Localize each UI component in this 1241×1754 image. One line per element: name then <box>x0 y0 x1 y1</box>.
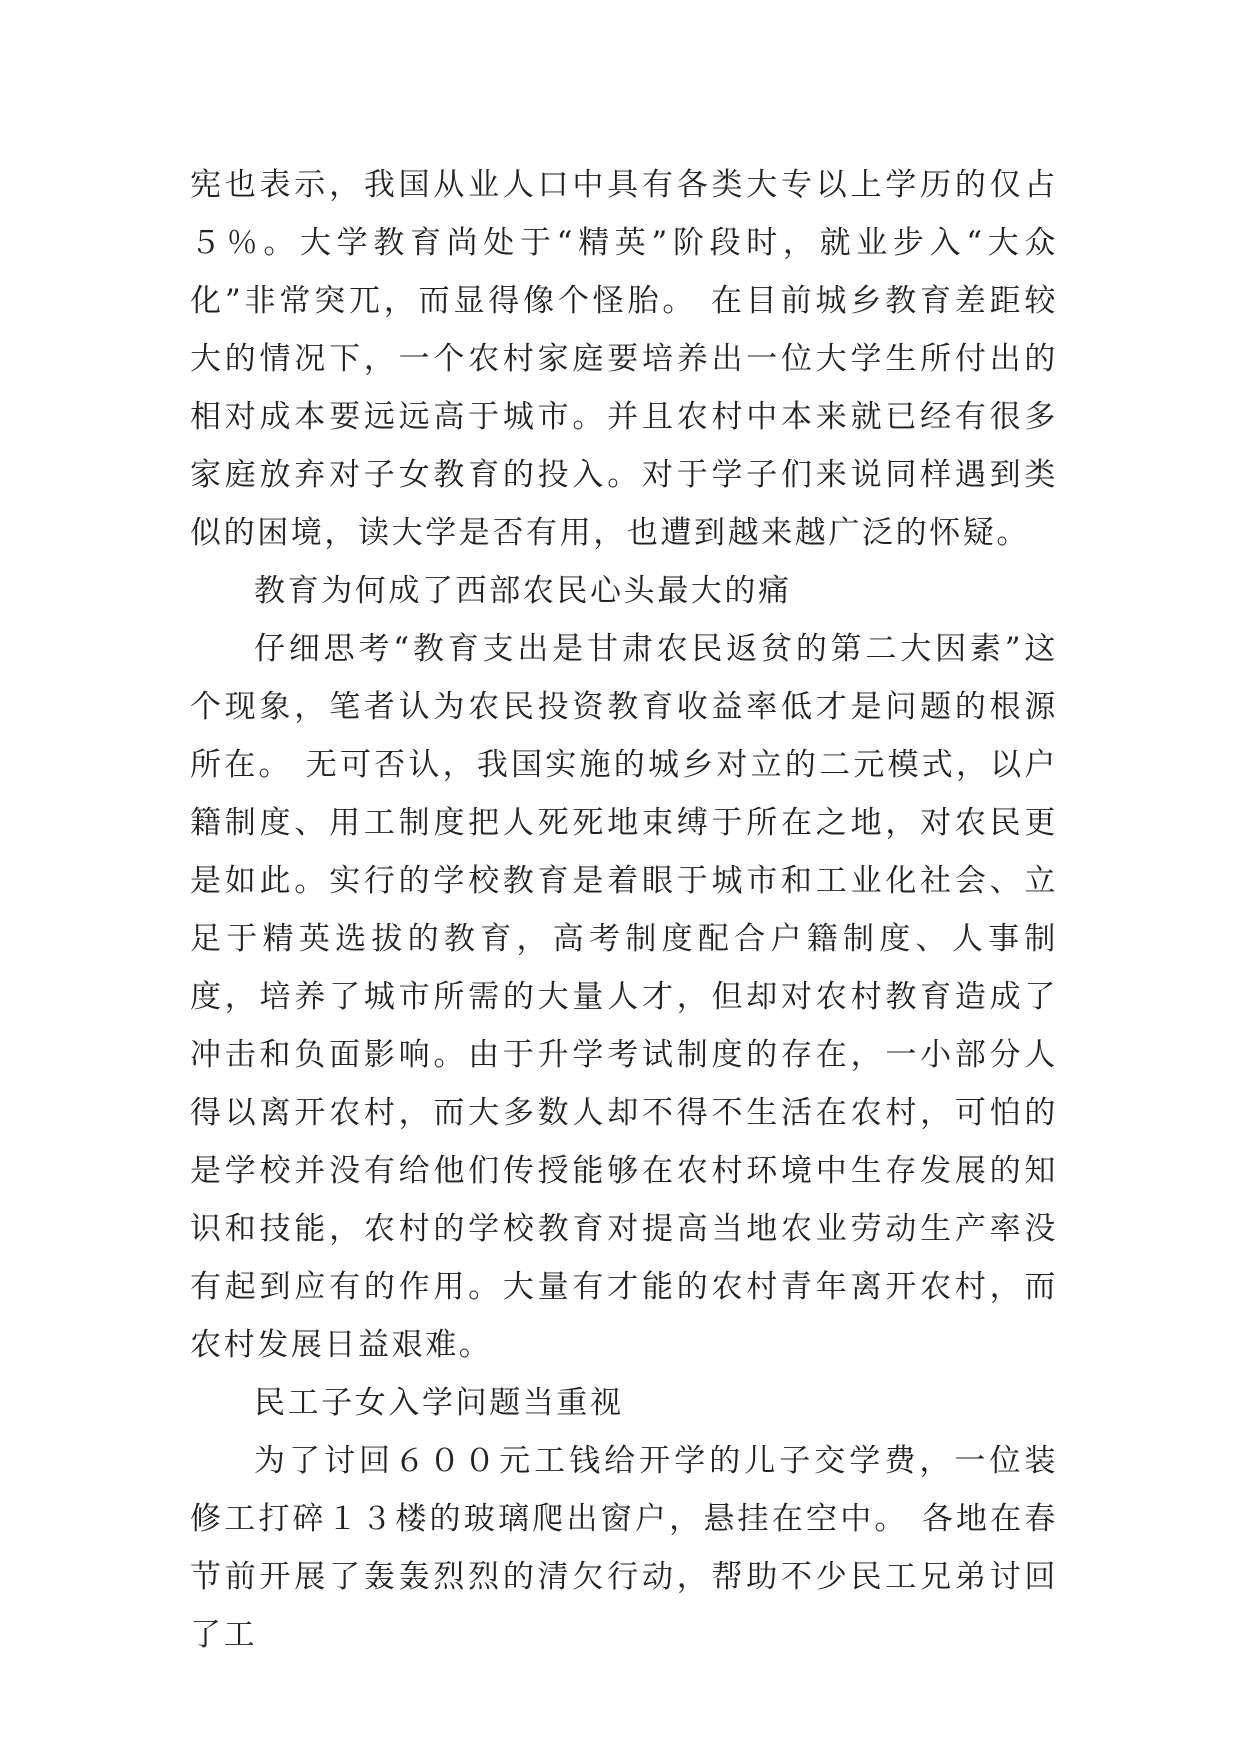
document-body <box>190 156 1058 1664</box>
paragraph-education-return: 仔细思考“教育支出是甘肃农民返贫的第二大因素”这个现象，笔者认为农民投资教育收益率低才是问题的根源所在。 无可否认，我国实施的城乡对立的二元模式，以户籍制度、用工制度把人死死地束缚于所在之地，对农民更是如此。实行的学校教育是着眼于城市和工业化社会、立足于精英选拔的教育，高考制度配合户籍制度、人事制度，培养了城市所需的大量人才，但却对农村教育造成了冲击和负面影响。由于升学考试制度的存在，一小部分人得以离开农村，而大多数人却不得不生活在农村，可怕的是学校并没有给他们传授能够在农村环境中生存发展的知识和技能，农村的学校教育对提高当地农业劳动生产率没有起到应有的作用。大量有才能的农村青年离开农村，而农村发展日益艰难。 <box>190 631 1058 1363</box>
paragraph-migrant-wages: 为了讨回６００元工钱给开学的儿子交学费，一位装修工打碎１３楼的玻璃爬出窗户，悬挂在空中。 各地在春节前开展了轰轰烈烈的清欠行动，帮助不少民工兄弟讨回了工 <box>190 1443 1058 1653</box>
section-heading-migrant-children: 民工子女入学问题当重视 <box>254 1385 624 1421</box>
section-heading-education-pain: 教育为何成了西部农民心头最大的痛 <box>254 573 792 609</box>
paragraph-continuation: 宪也表示，我国从业人口中具有各类大专以上学历的仅占５％。大学教育尚处于“精英”阶段时，就业步入“大众化”非常突兀，而显得像个怪胎。 在目前城乡教育差距较大的情况下，一个农村家庭要培养出一位大学生所付出的相对成本要远远高于城市。并且农村中本来就已经有很多家庭放弃对子女教育的投入。对于学子们来说同样遇到类似的困境，读大学是否有用，也遭到越来越广泛的怀疑。 <box>190 167 1058 551</box>
